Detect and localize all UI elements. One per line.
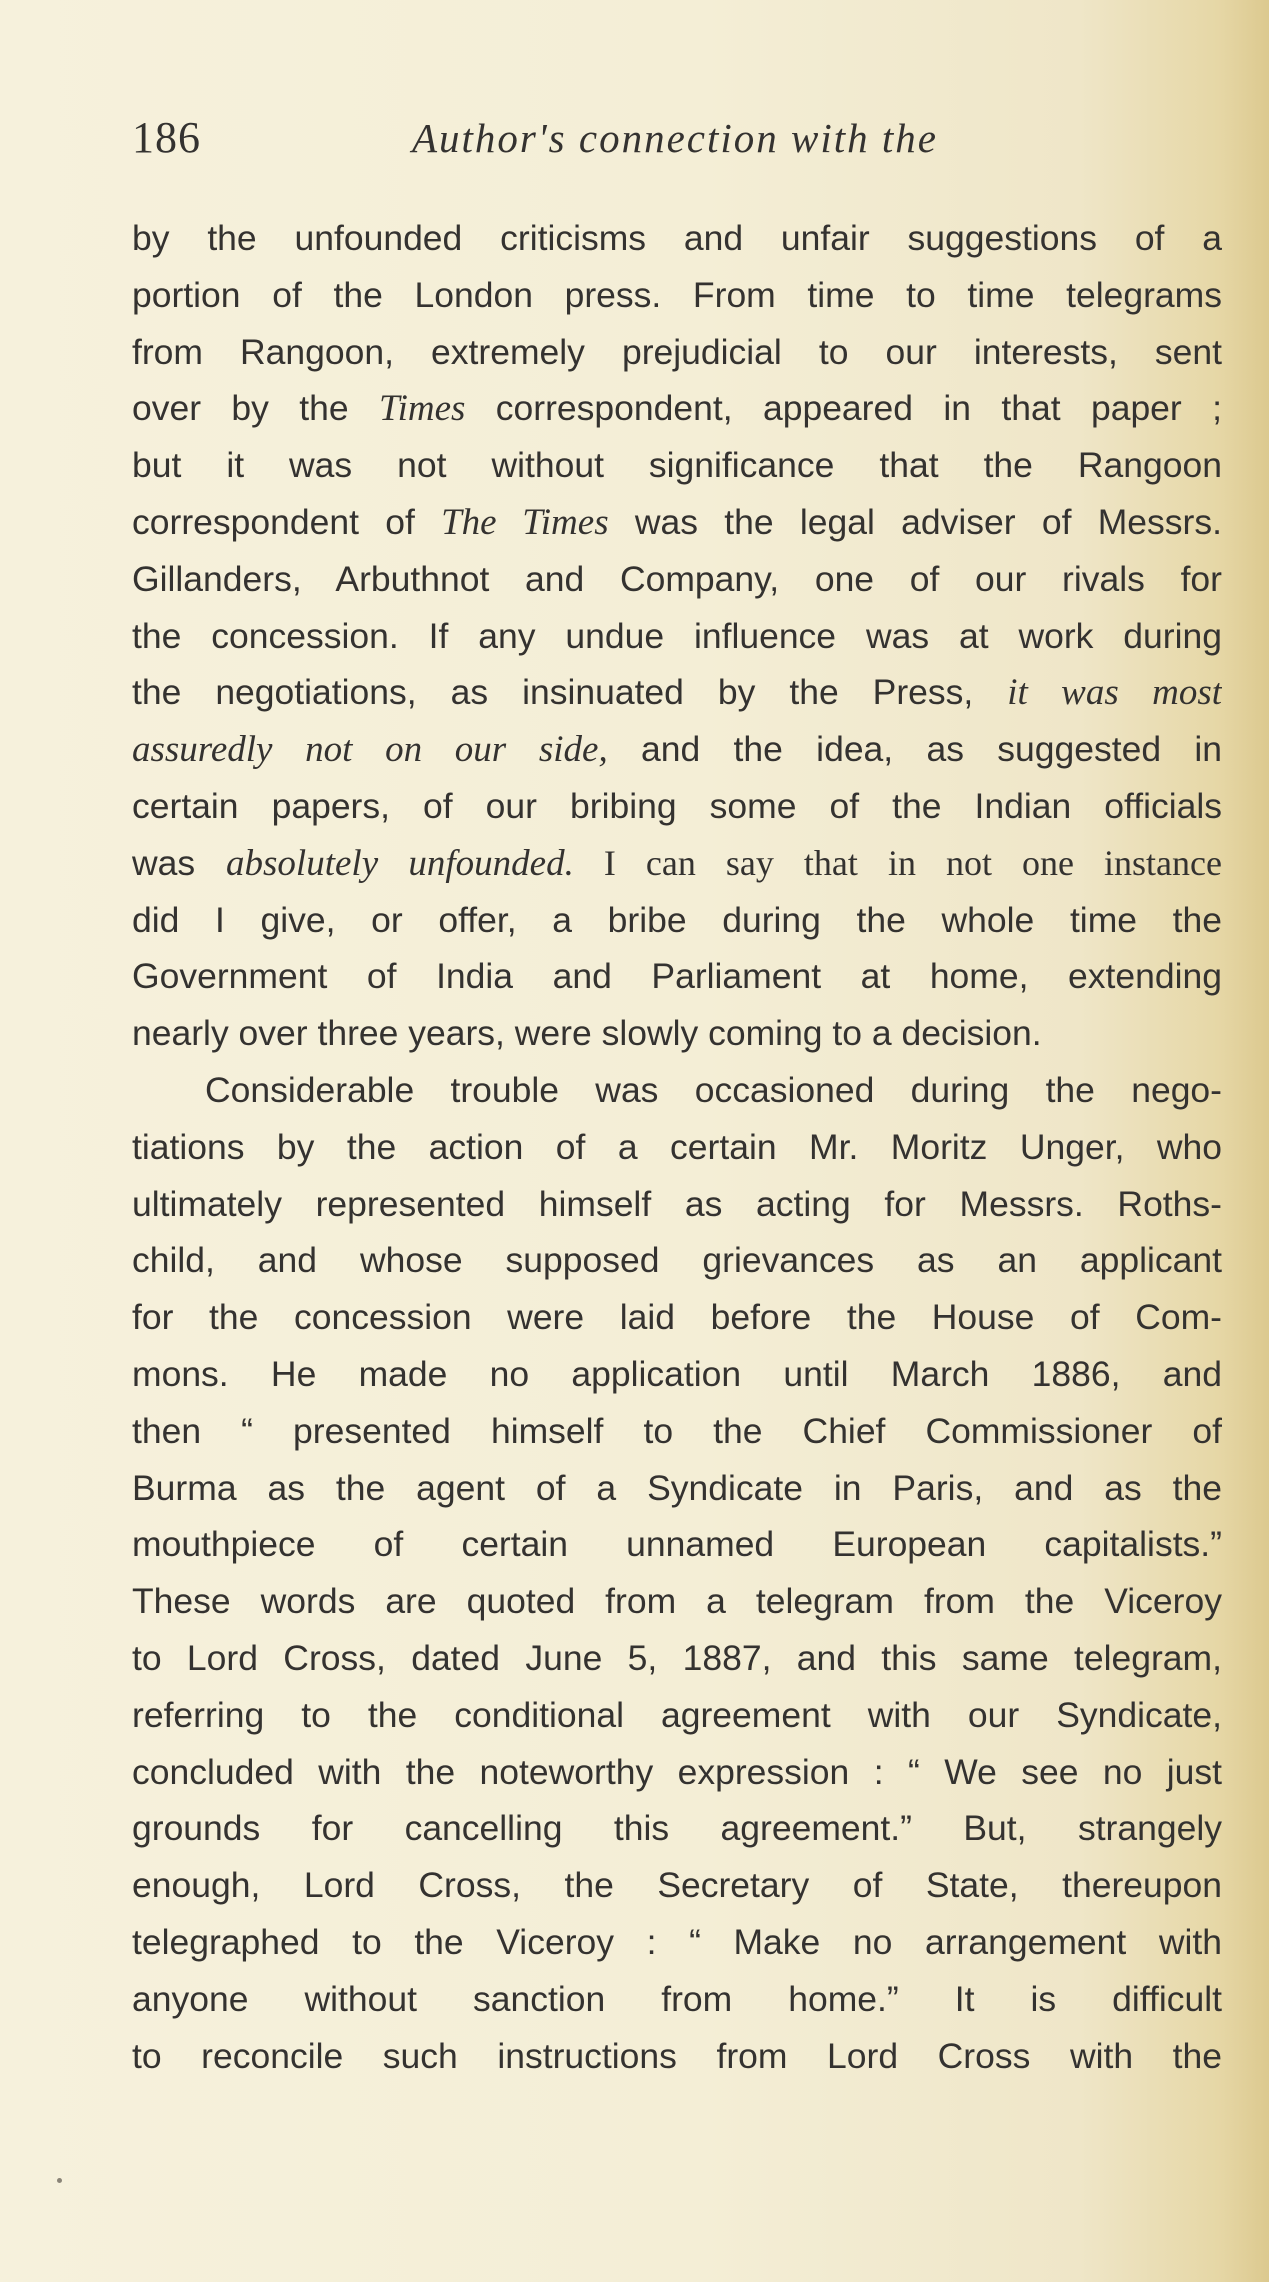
text-segment: was the legal adviser of Messrs.	[608, 501, 1222, 542]
text-segment: correspondent of	[132, 501, 442, 542]
text-segment: certain papers, of our bribing some of the Indian officials	[132, 785, 1222, 826]
text-segment: child, and whose supposed grievances as an applicant	[132, 1240, 1222, 1281]
text-line	[132, 1176, 1222, 1233]
text-segment: and the idea, as suggested in	[607, 729, 1222, 770]
text-line	[132, 210, 1222, 267]
text-line	[132, 1800, 1222, 1857]
text-line	[132, 1005, 1222, 1062]
text-segment: from Rangoon, extremely prejudicial to our interests, sent	[132, 331, 1222, 372]
text-line	[132, 1687, 1222, 1744]
text-segment: for the concession were laid before the House of Com-	[132, 1297, 1222, 1338]
text-line	[132, 380, 1222, 437]
italic-text: The Times	[441, 501, 609, 543]
text-segment: mons. He made no application until March 1886, and	[132, 1353, 1222, 1394]
text-line	[132, 835, 1222, 892]
text-segment: then “ presented himself to the Chief Commissioner of	[132, 1410, 1222, 1451]
text-segment: referring to the conditional agreement with our Syndicate,	[132, 1694, 1222, 1735]
text-line	[132, 1971, 1222, 2028]
text-segment: the negotiations, as insinuated by the Press,	[132, 672, 1008, 713]
page-number: 186	[132, 113, 201, 162]
text-line	[132, 267, 1222, 324]
text-segment: to reconcile such instructions from Lord Cross with the	[132, 2035, 1222, 2076]
text-segment: portion of the London press. From time to time telegrams	[132, 274, 1222, 315]
text-segment: over by the	[132, 388, 380, 429]
text-line	[132, 1119, 1222, 1176]
text-line	[132, 1573, 1222, 1630]
text-segment: anyone without sanction from home.” It is difficult	[132, 1978, 1222, 2019]
text-segment: Gillanders, Arbuthnot and Company, one of our rivals for	[132, 558, 1222, 599]
italic-text: Times	[379, 388, 466, 430]
text-line	[132, 2028, 1222, 2085]
text-line	[132, 551, 1222, 608]
page-header	[132, 108, 1222, 168]
text-segment: but it was not without significance that the Rangoon	[132, 445, 1222, 486]
text-segment: by the unfounded criticisms and unfair suggestions of a	[132, 218, 1222, 258]
text-segment: was	[132, 842, 227, 883]
text-line	[132, 1232, 1222, 1289]
text-segment: Government of India and Parliament at home, extending	[132, 956, 1222, 997]
text-segment: Burma as the agent of a Syndicate in Paris, and as the	[132, 1467, 1222, 1508]
text-line	[132, 324, 1222, 381]
text-line	[132, 948, 1222, 1005]
text-line	[132, 437, 1222, 494]
text-line	[132, 608, 1222, 665]
text-line	[132, 1516, 1222, 1573]
text-segment: Considerable trouble was occasioned during the nego-	[205, 1069, 1222, 1110]
text-segment: mouthpiece of certain unnamed European capitalists.”	[132, 1524, 1222, 1565]
text-line	[132, 1403, 1222, 1460]
running-head: Author's connection with the	[412, 115, 938, 161]
text-line	[132, 778, 1222, 835]
body-text	[132, 210, 1222, 2084]
italic-text: absolutely unfounded.	[226, 842, 574, 884]
italic-text: it was most	[1007, 672, 1222, 714]
text-line	[132, 892, 1222, 949]
text-segment: I can say that in not one instance	[573, 842, 1222, 883]
italic-text: assuredly not on our side,	[132, 729, 608, 771]
text-segment: the concession. If any undue influence was at work during	[132, 615, 1222, 656]
text-segment: concluded with the noteworthy expression : “ We see no just	[132, 1751, 1222, 1792]
text-line	[132, 1346, 1222, 1403]
text-line	[132, 1857, 1222, 1914]
text-segment: ultimately represented himself as acting for Messrs. Roths-	[132, 1183, 1222, 1224]
text-line	[132, 1460, 1222, 1517]
text-segment: tiations by the action of a certain Mr. Moritz Unger, who	[132, 1126, 1222, 1167]
text-segment: grounds for cancelling this agreement.” But, strangely	[132, 1808, 1222, 1849]
text-line	[132, 1289, 1222, 1346]
text-segment: These words are quoted from a telegram from the Viceroy	[132, 1581, 1222, 1622]
text-line	[132, 1744, 1222, 1801]
text-line	[132, 1630, 1222, 1687]
text-segment: nearly over three years, were slowly coming to a decision.	[132, 1013, 1042, 1054]
text-segment: to Lord Cross, dated June 5, 1887, and this same telegram,	[132, 1637, 1222, 1678]
paper-speck	[57, 2178, 62, 2183]
text-segment: enough, Lord Cross, the Secretary of State, thereupon	[132, 1865, 1222, 1906]
text-line	[132, 721, 1222, 778]
text-line	[132, 1914, 1222, 1971]
text-line	[132, 664, 1222, 721]
text-line	[132, 494, 1222, 551]
text-line	[132, 1062, 1222, 1119]
text-segment: did I give, or offer, a bribe during the whole time the	[132, 899, 1222, 940]
text-segment: correspondent, appeared in that paper ;	[465, 388, 1222, 429]
text-segment: telegraphed to the Viceroy : “ Make no arrangement with	[132, 1921, 1222, 1962]
